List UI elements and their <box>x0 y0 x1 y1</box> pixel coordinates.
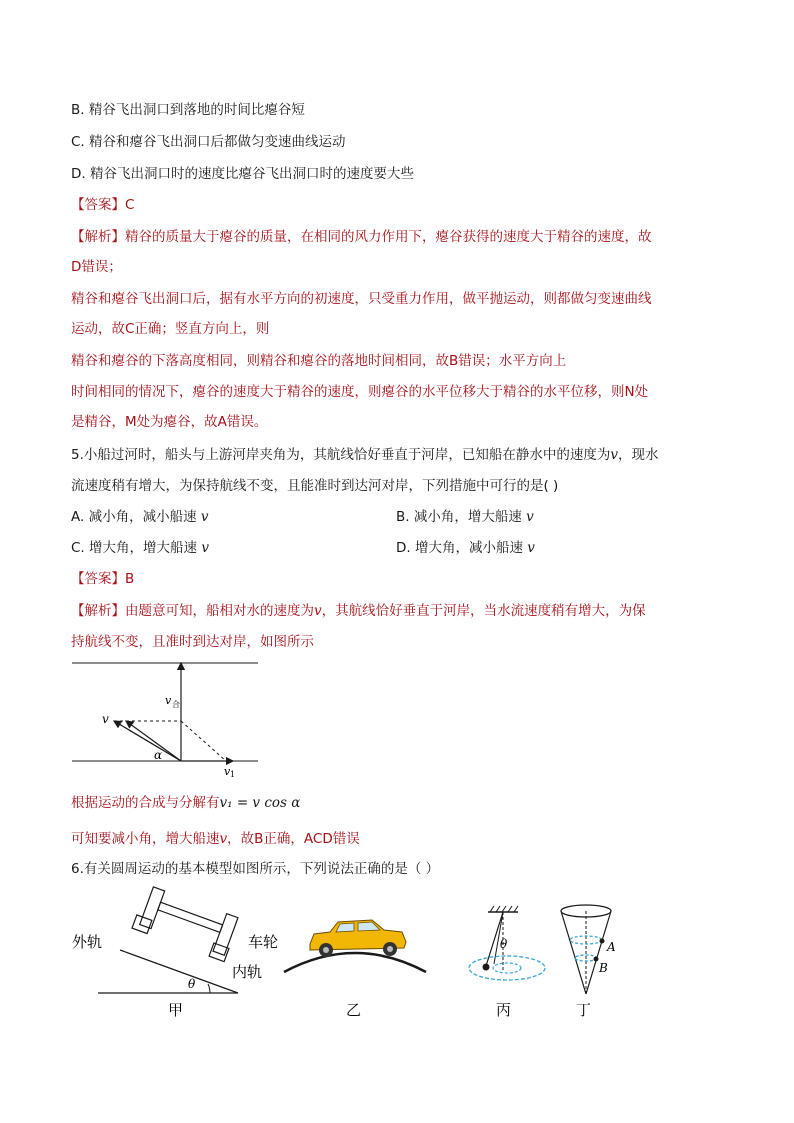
q4-analysis-line: 时间相同的情况下，瘪谷的速度大于精谷的速度，则瘪谷的水平位移大于精谷的水平位移，则N处 <box>71 384 649 400</box>
label-vhe: v <box>165 694 172 707</box>
q5-option-a: A. 减小角，减小船速 v <box>71 509 209 525</box>
q5-answer: 【答案】B <box>71 571 135 587</box>
label-b: B <box>599 961 608 975</box>
label-v: v <box>102 712 109 726</box>
q4-option-b: B. 精谷飞出洞口到落地的时间比瘪谷短 <box>71 102 305 118</box>
figure-jia-railway <box>70 895 279 1020</box>
bob <box>483 964 490 971</box>
outer-orbit <box>469 956 545 980</box>
figure-yi-car-bridge <box>280 900 430 1020</box>
q4-answer: 【答案】C <box>71 197 135 213</box>
figure-ding-cone <box>552 900 652 1020</box>
q6-stem: 6.有关圆周运动的基本模型如图所示，下列说法正确的是（ ） <box>71 861 440 877</box>
label-wheel: 车轮 <box>248 933 279 951</box>
cone-left <box>561 911 586 994</box>
q5-formula-line: 根据运动的合成与分解有v₁ = v cos α <box>71 795 301 811</box>
car-icon <box>310 920 406 957</box>
label-theta: θ <box>188 977 196 991</box>
q5-option-b: B. 减小角，增大船速 v <box>396 509 534 525</box>
label-outer-rail: 外轨 <box>72 933 103 951</box>
inner-orbit <box>493 963 521 973</box>
q4-option-d: D. 精谷飞出洞口时的速度比瘪谷飞出洞口时的速度要大些 <box>71 166 414 182</box>
label-v1: v <box>224 765 231 778</box>
q4-analysis-line: 运动，故C正确；竖直方向上，则 <box>71 321 270 337</box>
q4-analysis-line: 精谷和瘪谷飞出洞口后，据有水平方向的初速度，只受重力作用，做平抛运动，则都做匀变速曲线 <box>71 291 652 307</box>
q5-stem-line1: 5.小船过河时，船头与上游河岸夹角为，其航线恰好垂直于河岸，已知船在静水中的速度为v，现水 <box>71 447 659 463</box>
bridge-arc <box>284 953 426 972</box>
caption-ding: 丁 <box>576 1001 592 1019</box>
incline-line <box>120 950 238 993</box>
q5-analysis-line1: 【解析】由题意可知，船相对水的速度为v，其航线恰好垂直于河岸，当水流速度稍有增大，为保 <box>71 603 646 619</box>
label-a: A <box>607 940 616 954</box>
q4-option-c: C. 精谷和瘪谷飞出洞口后都做匀变速曲线运动 <box>71 134 346 150</box>
axle <box>158 902 223 932</box>
label-v1-sub: 1 <box>230 770 236 779</box>
label-vhe-sub: 合 <box>172 700 180 709</box>
figure-bing-pendulum <box>460 900 560 1020</box>
inner-wheel <box>213 914 238 956</box>
q5-option-c: C. 增大角，增大船速 v <box>71 540 209 556</box>
label-alpha: α <box>154 748 163 762</box>
q4-analysis-line: 是精谷，M处为瘪谷，故A错误。 <box>71 414 268 430</box>
outer-wheel <box>140 887 165 929</box>
q4-analysis-line: 【解析】精谷的质量大于瘪谷的质量，在相同的风力作用下，瘪谷获得的速度大于精谷的速度，故 <box>71 229 652 245</box>
velocity-diagram <box>66 655 266 780</box>
label-theta: θ <box>500 937 508 951</box>
caption-yi: 乙 <box>346 1001 362 1019</box>
dashed-line-1 <box>181 721 226 761</box>
label-inner-rail: 内轨 <box>232 963 263 981</box>
q4-analysis-line: D错误； <box>71 259 122 275</box>
q4-analysis-line: 精谷和瘪谷的下落高度相同，则精谷和瘪谷的落地时间相同，故B错误；水平方向上 <box>71 353 567 369</box>
ball-a <box>600 939 605 944</box>
q5-option-d: D. 增大角，减小船速 v <box>396 540 535 556</box>
caption-bing: 丙 <box>496 1001 512 1019</box>
caption-jia: 甲 <box>168 1001 184 1019</box>
q5-stem-line2: 流速度稍有增大，为保持航线不变，且能准时到达河对岸，下列措施中可行的是( ) <box>71 478 559 494</box>
q5-conclusion: 可知要减小角，增大船速v，故B正确，ACD错误 <box>71 831 360 847</box>
q5-analysis-line2: 持航线不变，且准时到达对岸，如图所示 <box>71 634 314 650</box>
ball-b <box>594 957 599 962</box>
